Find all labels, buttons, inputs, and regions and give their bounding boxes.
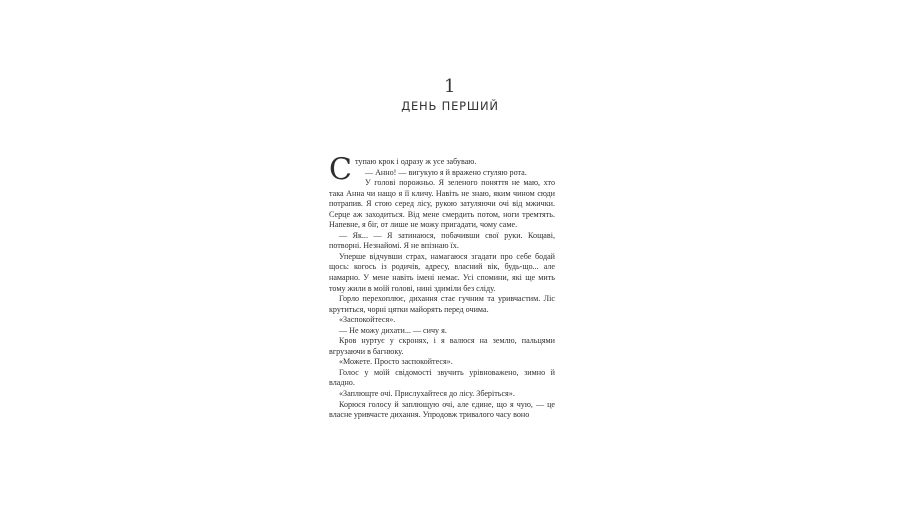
paragraph: «Заспокойтеся». (339, 315, 396, 325)
chapter-body (329, 152, 555, 421)
paragraph: «Заплющте очі. Прислухайтеся до лісу. Зберіться». (339, 389, 515, 399)
paragraph: — Як... — Я затинаюся, побачивши свої руки. Кощаві, потворні. Незнайомі. Я не впізнаю їх. (329, 230, 555, 251)
paragraph: Голос у моїй свідомості звучить урівноважено, зимно й владно. (329, 367, 555, 388)
paragraph: Кров нуртує у скронях, і я валюся на землю, пальцями вгрузаючи в багнюку. (329, 336, 555, 356)
chapter-title: ДЕНЬ ПЕРШИЙ (401, 99, 499, 113)
paragraph: «Можете. Просто заспокойтеся». (339, 357, 453, 367)
paragraph: Корюся голосу й заплющую очі, але єдине, що я чую, — це власне уривчасте дихання. Упродовж тривалого часу воно (329, 399, 555, 420)
drop-cap: С (329, 152, 352, 187)
chapter-number: 1 (444, 76, 456, 97)
paragraph-text: тупаю крок і одразу ж усе забуваю. (354, 157, 477, 166)
paragraph: — Анно! — вигукую я й вражено стуляю рота. (364, 167, 527, 177)
paragraph: Уперше відчувши страх, намагаюся згадати про себе бодай щось: когось із родичів, адресу, власний вік, будь-що... але намарно. У мене навіть імені немає. Усі спомини, які ще мить тому жили в моїй голові, нині здиміли без сліду. (329, 251, 555, 293)
paragraph: У голові порожньо. Я зеленого поняття не маю, хто така Анна чи нащо я її кличу. Навіть не знаю, яким чином сюди потрапив. Я стою серед лісу, рукою затуляючи очі від мжички. Серце аж заходиться. Від мене смердить потом, ноги тремтять. Напевне, я біг, от лише не можу пригадати, чому саме. (329, 178, 555, 230)
paragraph: — Не можу дихати... — сичу я. (339, 325, 447, 335)
paragraph: Горло перехоплює, дихання стає гучним та уривчастим. Ліс крутиться, чорні цятки майорять перед очима. (329, 294, 555, 314)
